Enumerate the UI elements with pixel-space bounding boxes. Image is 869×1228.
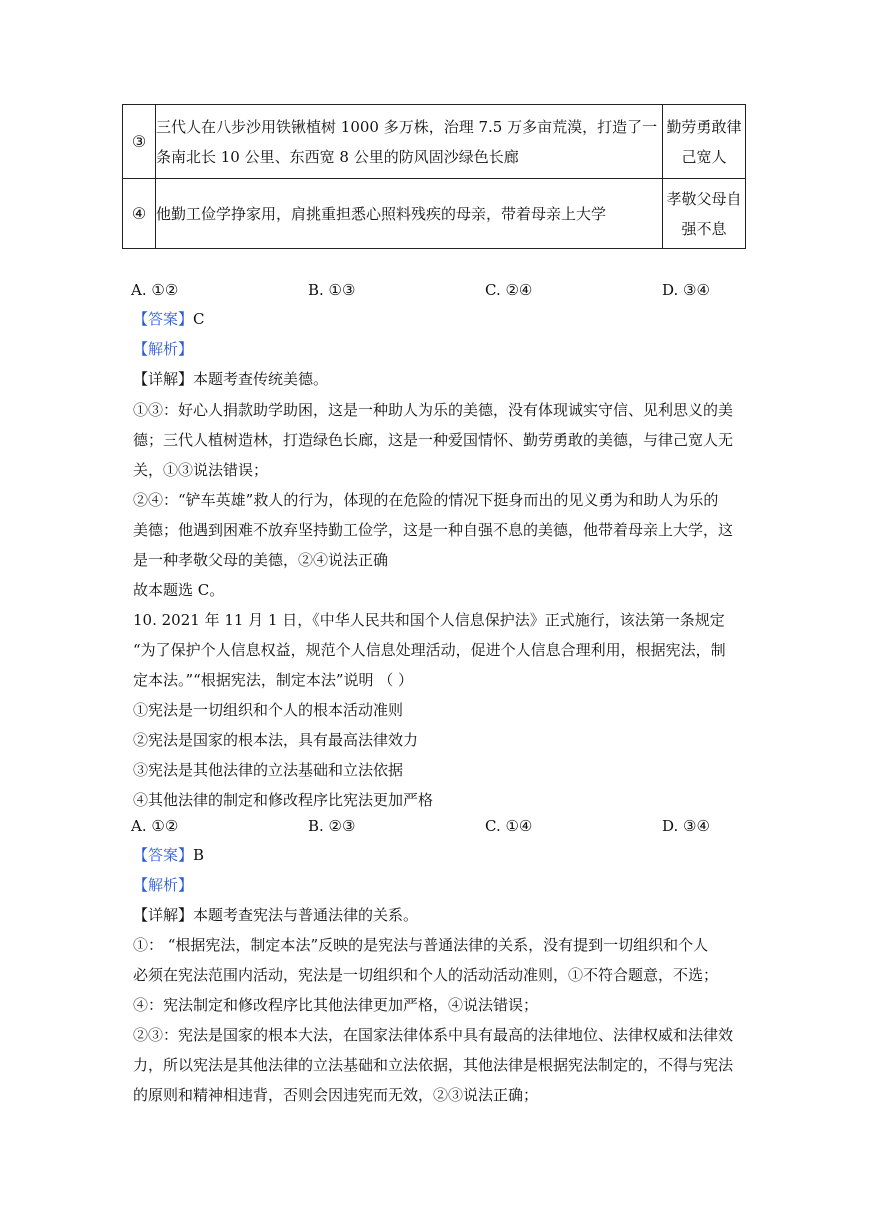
table-row [123,179,746,249]
detail-line [133,369,328,389]
analysis-label: 【解析】 [133,876,194,894]
row-number: ④ [123,179,156,249]
option-c: C. ①④ [485,817,533,835]
explanation-line: ④：宪法制定和修改程序比其他法律更加严格，④说法错误； [133,996,539,1014]
answer-line [133,845,204,865]
answer-line [133,309,205,329]
option-b: B. ①③ [308,281,356,299]
option-c: C. ②④ [485,281,533,299]
explanation-line: 德；三代人植树造林，打造绿色长廊，这是一种爱国情怀、勤劳勇敢的美德，与律己宽人无 [133,431,734,449]
answer-value: B [193,846,205,864]
answer-label: 【答案】 [133,846,194,864]
row-description: 三代人在八步沙用铁锹植树 1000 多万株，治理 7.5 万多亩荒漠，打造了一条南北长 10 公里、东西宽 8 公里的防风固沙绿色长廊 [156,105,663,179]
row-number: ③ [123,105,156,179]
explanation-line: ②④：“铲车英雄”救人的行为，体现的在危险的情况下挺身而出的见义勇为和助人为乐的 [133,491,719,509]
detail-label: 【详解】 [133,906,194,924]
explanation-line: 美德；他遇到困难不放弃坚持勤工俭学，这是一种自强不息的美德，他带着母亲上大学，这 [133,521,734,539]
explanation-line: 是一种孝敬父母的美德，②④说法正确 [133,551,389,569]
table-row [123,105,746,179]
row-description: 他勤工俭学挣家用，肩挑重担悉心照料残疾的母亲，带着母亲上大学 [156,179,663,249]
row-virtue: 勤劳勇敢律己宽人 [663,105,746,179]
explanation-line: ①③：好心人捐款助学助困，这是一种助人为乐的美德，没有体现诚实守信、见利思义的美 [133,401,734,419]
statement-item: ④其他法律的制定和修改程序比宪法更加严格 [133,791,434,809]
analysis-label: 【解析】 [133,340,194,358]
answer-label: 【答案】 [133,310,194,328]
option-b: B. ②③ [308,817,356,835]
question-stem-line: “为了保护个人信息权益，规范个人信息处理活动，促进个人信息合理利用，根据宪法，制 [133,641,726,659]
option-d: D. ③④ [662,817,710,835]
detail-line [133,905,418,925]
answer-value: C [193,310,205,328]
question-stem-line: 定本法。”“根据宪法，制定本法”说明 （ ） [133,671,414,689]
analysis-label-line [133,339,193,359]
detail-text: 本题考查宪法与普通法律的关系。 [193,906,419,924]
option-a: A. ①② [131,817,179,835]
statement-item: ③宪法是其他法律的立法基础和立法依据 [133,761,404,779]
statement-item: ①宪法是一切组织和个人的根本活动准则 [133,701,404,719]
option-d: D. ③④ [662,281,710,299]
explanation-line: ②③：宪法是国家的根本大法，在国家法律体系中具有最高的法律地位、法律权威和法律效 [133,1026,734,1044]
statement-item: ②宪法是国家的根本法，具有最高法律效力 [133,731,419,749]
explanation-line: ①： “根据宪法，制定本法”反映的是宪法与普通法律的关系，没有提到一切组织和个人 [133,936,709,954]
explanation-line: 必须在宪法范围内活动，宪法是一切组织和个人的活动活动准则，①不符合题意，不选； [133,966,719,984]
analysis-label-line [133,875,193,895]
conclusion-line: 故本题选 C。 [133,581,225,599]
question-stem-line: 10. 2021 年 11 月 1 日，《中华人民共和国个人信息保护法》正式施行，该法第一条规定 [133,611,725,629]
explanation-line: 关，①③说法错误； [133,461,269,479]
explanation-line: 力，所以宪法是其他法律的立法基础和立法依据，其他法律是根据宪法制定的，不得与宪法 [133,1056,734,1074]
question-table [122,104,746,249]
detail-label: 【详解】 [133,370,194,388]
row-virtue: 孝敬父母自强不息 [663,179,746,249]
detail-text: 本题考查传统美德。 [193,370,329,388]
explanation-line: 的原则和精神相违背，否则会因违宪而无效，②③说法正确； [133,1086,539,1104]
option-a: A. ①② [131,281,179,299]
